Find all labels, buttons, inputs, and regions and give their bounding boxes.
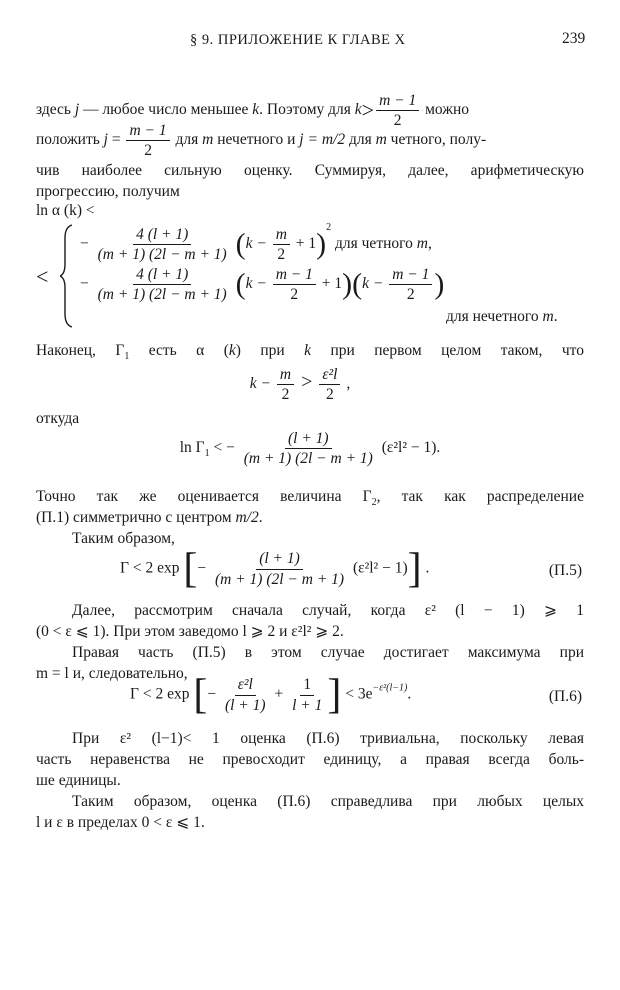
case-odd: − $\frac{4 (l + 1)}{(m + 1) (2l - m + 1)}$ (k − $\frac{m - 1}{2}$ + 1)(k − $\frac{m - 1}{2}$ ) <box>80 266 445 304</box>
text-line: прогрессию, получим <box>36 183 180 200</box>
formula-p5: Γ < 2 exp [− $\frac{(l + 1)}{(m + 1) (2l - m + 1)}$ (ε²l² − 1)] . (П.5) <box>120 546 582 592</box>
fraction: $\frac{m - 1}{2}$ <box>376 92 419 129</box>
fraction: $\frac{m - 1}{2}$ <box>273 266 316 303</box>
fraction: $\frac{\text{ε²l}}{2}$ <box>319 366 340 403</box>
text-line: l и ε в пределах 0 < ε ⩽ 1. <box>36 814 205 831</box>
text-line: При ε² (l−1)< 1 оценка (П.6) тривиальна, поскольку левая <box>72 730 584 747</box>
text-line: Таким образом, оценка (П.6) справедлива при любых целых <box>72 793 584 810</box>
text-line: Таким образом, <box>72 530 175 547</box>
formula-ln-alpha: ln α (k) < <box>36 202 95 219</box>
text-line: (0 < ε ⩽ 1). При этом заведомо l ⩾ 2 и ε²l² ⩾ 2. <box>36 623 344 640</box>
fraction: $\frac{m - 1}{2}$ <box>126 122 169 159</box>
fraction: $\frac{\text{ε²l}}{(l + 1)}$ <box>224 676 266 714</box>
equation-label: (П.6) <box>548 688 582 705</box>
text-line: (П.1) симметрично с центром m/2. <box>36 509 263 526</box>
paragraph-conclusion <box>36 728 584 833</box>
text-line: часть неравенства не превосходит единицу, а правая всегда боль- <box>36 751 584 768</box>
text-line: положить j = $\frac{m - 1}{2}$ для m нечетного и j = m/2 для m четного, полу- <box>36 121 487 159</box>
fraction: $\frac{m - 1}{2}$ <box>389 266 432 303</box>
paragraph-consider <box>36 600 584 684</box>
formula-cases: < − $\frac{4 (l + 1)}{(m + 1) (2l - m + 1)}$ (k − $\frac{m}{2}$ + 1)$^2$ для четного m, − $\frac{4 (l + 1)}{(m + 1) (2l - m + 1)}$ (k − $\frac{m - 1}{2}$ + 1)(k − $\frac{m - 1}{2}$ ) для нечетного m. <box>0 222 620 332</box>
text-line: ше единицы. <box>36 772 121 789</box>
fraction: $\frac{m}{2}$ <box>277 366 294 403</box>
fraction: $\frac{1}{l + 1}$ <box>292 676 323 714</box>
paragraph-gamma2 <box>36 486 584 549</box>
running-header <box>0 32 620 52</box>
section-title: § 9. ПРИЛОЖЕНИЕ К ГЛАВЕ X <box>190 32 406 48</box>
case-even: − $\frac{4 (l + 1)}{(m + 1) (2l - m + 1)}$ (k − $\frac{m}{2}$ + 1)$^2$ для четного m, <box>80 222 432 263</box>
formula-ln-gamma1: $\ln \Gamma_1$ < − $\frac{(l + 1)}{(m + 1) (2l - m + 1)}$ (ε²l² − 1). <box>179 430 441 468</box>
fraction: $\frac{(l + 1)}{(m + 1) (2l - m + 1)}$ <box>214 550 345 588</box>
paragraph-finally <box>36 340 584 361</box>
text-line: здесь j — любое число меньшее k. Поэтому для k> $\frac{m - 1}{2}$ можно <box>36 92 470 130</box>
fraction: $\frac{m}{2}$ <box>273 226 290 263</box>
case-odd-label: для нечетного m. <box>446 308 558 325</box>
text-line: Далее, рассмотрим сначала случай, когда ε² (l − 1) ⩾ 1 <box>72 602 584 619</box>
fraction: $\frac{(l + 1)}{(m + 1) (2l - m + 1)}$ <box>243 430 373 468</box>
text-line: чив наиболее сильную оценку. Суммируя, далее, арифметическую <box>36 162 584 179</box>
text-line: Наконец, $\Gamma_1$ есть α (k) при k при первом целом таком, что <box>36 342 584 363</box>
equation-label: (П.5) <box>548 562 582 579</box>
paragraph-whence: откуда <box>36 410 80 427</box>
text-line: m = l и, следовательно, <box>36 665 188 682</box>
text-line: Правая часть (П.5) в этом случае достигает максимума при <box>72 644 584 661</box>
fraction: $\frac{4 (l + 1)}{(m + 1) (2l - m + 1)}$ <box>97 266 227 304</box>
page-number: 239 <box>562 30 586 47</box>
text-line: Точно так же оценивается величина $\Gamma_2$, так как распределение <box>36 488 584 509</box>
formula-k-condition: k − $\frac{m}{2}$ > $\frac{\text{ε²l}}{2}$ , <box>249 366 351 404</box>
fraction: $\frac{4 (l + 1)}{(m + 1) (2l - m + 1)}$ <box>97 225 227 263</box>
paragraph-intro <box>36 92 584 202</box>
left-brace-icon <box>60 224 74 328</box>
formula-p6: Γ < 2 exp [− $\frac{\text{ε²l}}{(l + 1)}$ + $\frac{1}{l + 1}$ ] < $3e^{-\varepsilon^2(l-1)}$. (П.6) <box>130 672 582 718</box>
